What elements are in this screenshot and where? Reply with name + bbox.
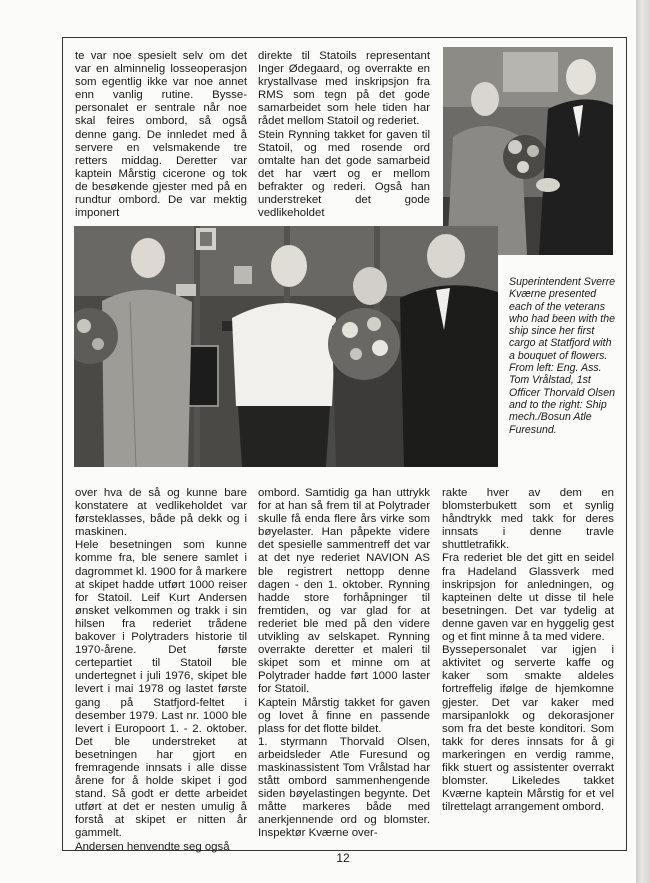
- page-number: 12: [336, 851, 350, 865]
- paragraph: direkte til Statoils representant Inger Ødegaard, og overrakte en krystallvase med inskripsjon fra RMS som tegn på det gode samarbeidet som hele tiden har rådet mellom Statoil og rederiet.: [258, 50, 430, 128]
- handshake-photo-illustration: [443, 47, 613, 255]
- handshake-photo: [443, 47, 613, 255]
- paragraph: Fra rederiet ble det gitt en seidel fra Hadeland Glassverk med inskripsjon for anledningen, og kapteinen delte ut disse til hele besetningen. Det var tydelig at denne gaven var en hyggelig gest og et fint minne å ta med videre.: [442, 552, 614, 644]
- paragraph: Andersen henvendte seg også: [75, 840, 230, 853]
- bottom-left-column: [75, 487, 247, 854]
- bottom-middle-column: [258, 487, 430, 841]
- photo-caption: Superintendent Sverre Kværne presented each of the veterans who had been with the ship since her first cargo at Statfjord with a bouquet of flowers. From left: Eng. Ass. Tom Vrålstad, 1st Officer Thorvald Olsen and to the right: Ship mech./Bosun Atle Furesund.: [509, 276, 616, 436]
- top-left-column: [75, 50, 247, 220]
- page-edge: [636, 0, 650, 883]
- paragraph: rakte hver av dem en blomsterbukett som et synlig håndtrykk med takk for deres innsats i denne travle shuttletrafikk.: [442, 487, 614, 552]
- paragraph: Hele besetningen som kunne komme fra, ble senere samlet i dagrommet kl. 1900 for å markere at skipet hadde utført 1000 reiser for Statoil. Leif Kurt Andersen ønsket velkommen og trakk i sin hilsen fra rederiet trådene bakover i Polytraders historie til 1970-årene. Det første certepartiet til Statoil ble undertegnet i juli 1976, skipet ble levert i mai 1978 og lastet første gang på Statfjord-feltet i desember 1979. Last nr. 1000 ble levert i Europoort 1. - 2. oktober. Det ble understreket at besetningen har gjort en fremragende innsats i alle disse årene for å holde skipet i god stand. Så godt er dette arbeidet utført at det er nesten umulig å forstå at skipet er nitten år gammelt.: [75, 539, 247, 840]
- bottom-right-column: [442, 487, 614, 814]
- paragraph: ombord. Samtidig ga han uttrykk for at han så frem til at Polytrader skulle få enda flere års virke som bøyelaster. Han påpekte videre det spesielle sammentreff det var at det nye rederiet NAVION AS ble registrert nettopp denne dagen - den 1. oktober. Rynning hadde store forhåpninger til fremtiden, og var glad for at rederiet ble med på den videre utvikling av selskapet. Rynning overrakte deretter et maleri til skipet som et minne om at Polytrader hadde ført 1000 laster for Statoil.: [258, 487, 430, 696]
- top-middle-column: [258, 50, 430, 220]
- veterans-photo-illustration: [74, 226, 498, 467]
- paragraph: over hva de så og kunne bare konstatere at vedlikeholdet var førsteklasses, både på dekk og i maskinen.: [75, 487, 247, 539]
- paragraph: Stein Rynning takket for gaven til Statoil, og med rosende ord omtalte han det gode samarbeid det har vært og er mellom befrakter og rederi. Også han understreket det gode vedlikeholdet: [258, 128, 430, 220]
- paragraph: te var noe spesielt selv om det var en alminnelig losseoperasjon som egentlig ikke var noe annet enn vanlig rutine. Bysse-personalet er sentrale når noe skal feires ombord, så også denne gang. De innledet med å servere en velsmakende tre retters middag. Deretter var kaptein Mårstig cicerone og tok de besøkende gjester med på en rundtur ombord. De var mektig imponert: [75, 50, 247, 220]
- veterans-photo: [74, 226, 498, 467]
- paragraph: Byssepersonalet var igjen i aktivitet og serverte kaffe og kaker som smakte aldeles fortreffelig ifølge de hjemkomne gjester. Det var kaker med marsipanlokk og dekorasjoner som fra det beste konditori. Som takk for deres innsats for å gi markeringen en verdig ramme, fikk stuert og assistenter overrakt blomster. Likeledes takket Kværne kaptein Mårstig for et vel tilrettelagt arrangement ombord.: [442, 644, 614, 814]
- paragraph: Kaptein Mårstig takket for gaven og lovet å finne en passende plass for det flotte bildet.: [258, 696, 430, 735]
- paragraph: 1. styrmann Thorvald Olsen, arbeidsleder Atle Furesund og maskinassistent Tom Vrålstad har stått ombord sammenhengende siden bøyelastingen begynte. Det måtte markeres både med anerkjennende ord og blomster. Inspektør Kværne over-: [258, 735, 430, 840]
